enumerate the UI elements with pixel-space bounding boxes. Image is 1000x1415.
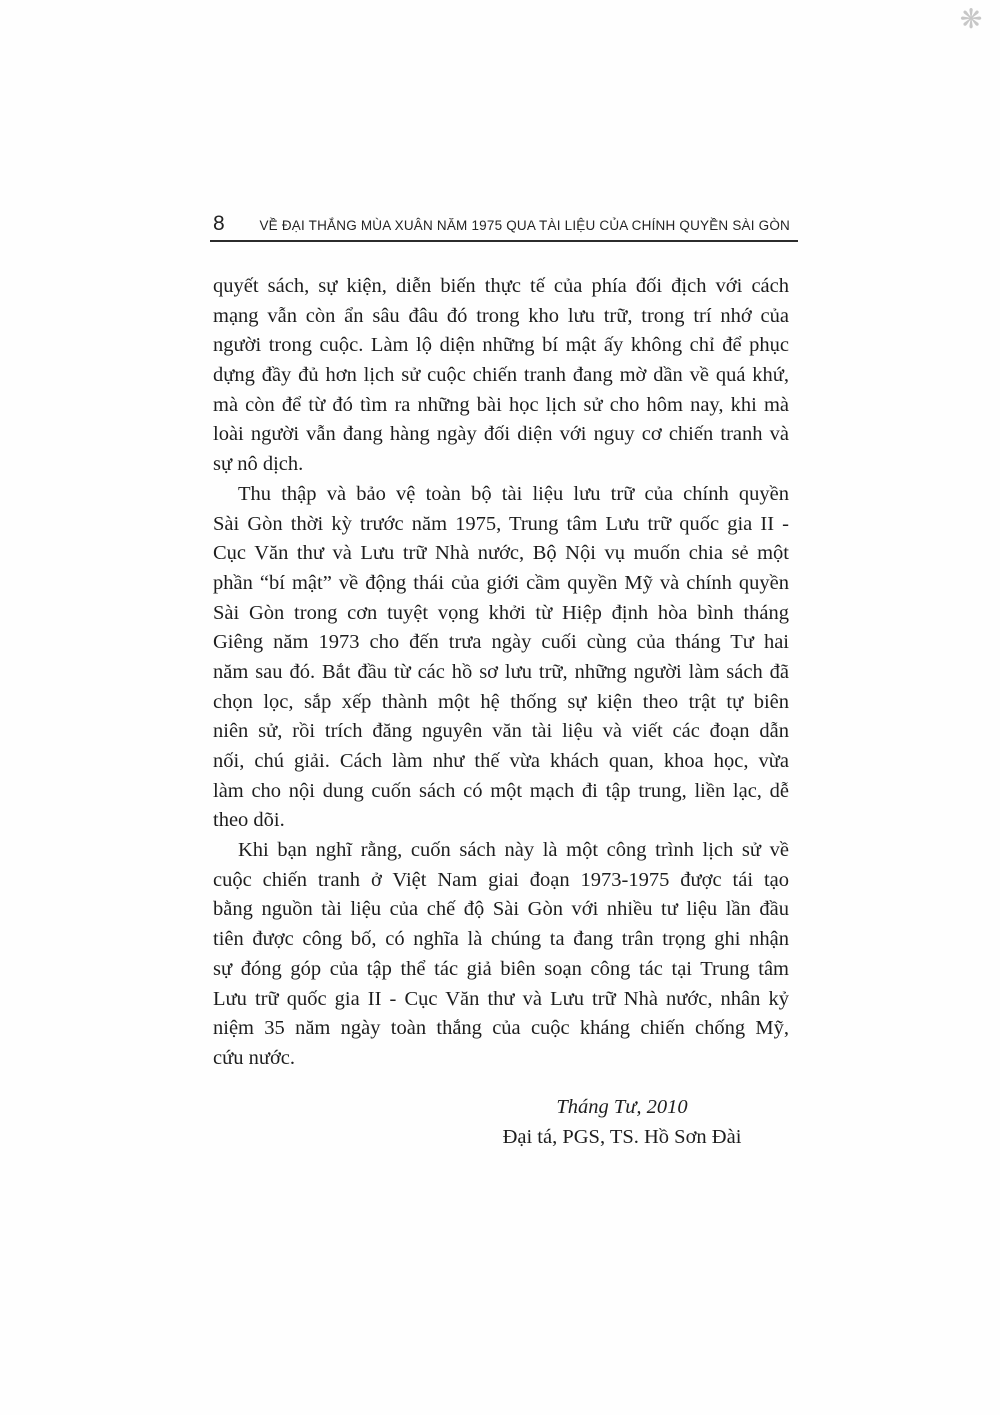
text-line: chọn lọc, sắp xếp thành một hệ thống sự kiện theo trật tự biên — [213, 690, 789, 713]
text-line: theo dõi. — [213, 809, 285, 832]
text-line: mà còn để từ đó tìm ra những bài học lịch sử cho hôm nay, khi mà — [213, 393, 789, 416]
running-title: VỀ ĐẠI THẮNG MÙA XUÂN NĂM 1975 QUA TÀI LIỆU CỦA CHÍNH QUYỀN SÀI GÒN — [259, 218, 790, 233]
text-line: sự đóng góp của tập thể tác giả biên soạn công tác tại Trung tâm — [213, 957, 789, 980]
signature-author: Đại tá, PGS, TS. Hồ Sơn Đài — [502, 1126, 742, 1148]
text-line: Khi bạn nghĩ rằng, cuốn sách này là một công trình lịch sử về — [238, 839, 789, 862]
text-line: Giêng năm 1973 cho đến trưa ngày cuối cùng của tháng Tư hai — [213, 631, 789, 654]
floral-ornament-icon: ❋ — [959, 4, 983, 35]
text-line: nối, chú giải. Cách làm như thế vừa khách quan, khoa học, vừa — [213, 750, 789, 772]
text-line: Thu thập và bảo vệ toàn bộ tài liệu lưu trữ của chính quyền — [238, 482, 789, 505]
paragraph — [213, 272, 789, 480]
body-text — [213, 272, 789, 1074]
text-line: tiên được công bố, có nghĩa là chúng ta đang trân trọng ghi nhận — [213, 928, 789, 951]
signature-date: Tháng Tư, 2010 — [556, 1096, 688, 1118]
text-line: phần “bí mật” về động thái của giới cầm quyền Mỹ và chính quyền — [213, 571, 789, 594]
text-line: sự nô dịch. — [213, 453, 304, 476]
text-line: năm sau đó. Bắt đầu từ các hồ sơ lưu trữ, những người làm sách đã — [213, 660, 789, 683]
text-line: mạng vẫn còn ẩn sâu đâu đó trong kho lưu trữ, trong trí nhớ của — [213, 304, 789, 327]
signature-block — [462, 1092, 782, 1152]
header-rule — [210, 240, 798, 242]
text-line: loài người vẫn đang hàng ngày đối diện với nguy cơ chiến tranh và — [213, 423, 789, 446]
text-line: Lưu trữ quốc gia II - Cục Văn thư và Lưu trữ Nhà nước, nhân kỷ — [213, 987, 789, 1010]
text-line: cứu nước. — [213, 1046, 296, 1069]
text-line: niên sử, rồi trích đăng nguyên văn tài liệu và viết các đoạn dẫn — [213, 720, 789, 743]
text-line: cuộc chiến tranh ở Việt Nam giai đoạn 1973-1975 được tái tạo — [213, 868, 789, 891]
text-line: dựng đầy đủ hơn lịch sử cuộc chiến tranh đang mờ dần về quá khứ, — [213, 364, 789, 387]
text-line: làm cho nội dung cuốn sách có một mạch đi tập trung, liền lạc, dễ — [213, 779, 789, 802]
paragraph — [213, 836, 789, 1074]
text-line: người trong cuộc. Làm lộ diện những bí mật ấy không chỉ để phục — [213, 334, 789, 357]
text-line: bằng nguồn tài liệu của chế độ Sài Gòn với nhiều tư liệu lần đầu — [213, 898, 789, 921]
text-line: niệm 35 năm ngày toàn thắng của cuộc kháng chiến chống Mỹ, — [213, 1017, 789, 1040]
text-line: Sài Gòn thời kỳ trước năm 1975, Trung tâm Lưu trữ quốc gia II - — [213, 512, 789, 535]
page-header — [210, 210, 798, 240]
paragraph — [213, 480, 789, 836]
page-number: 8 — [213, 212, 225, 235]
text-line: Cục Văn thư và Lưu trữ Nhà nước, Bộ Nội vụ muốn chia sẻ một — [213, 542, 789, 565]
text-line: Sài Gòn trong cơn tuyệt vọng khởi từ Hiệp định hòa bình tháng — [213, 601, 789, 624]
text-line: quyết sách, sự kiện, diễn biến thực tế của phía đối địch với cách — [213, 275, 789, 297]
